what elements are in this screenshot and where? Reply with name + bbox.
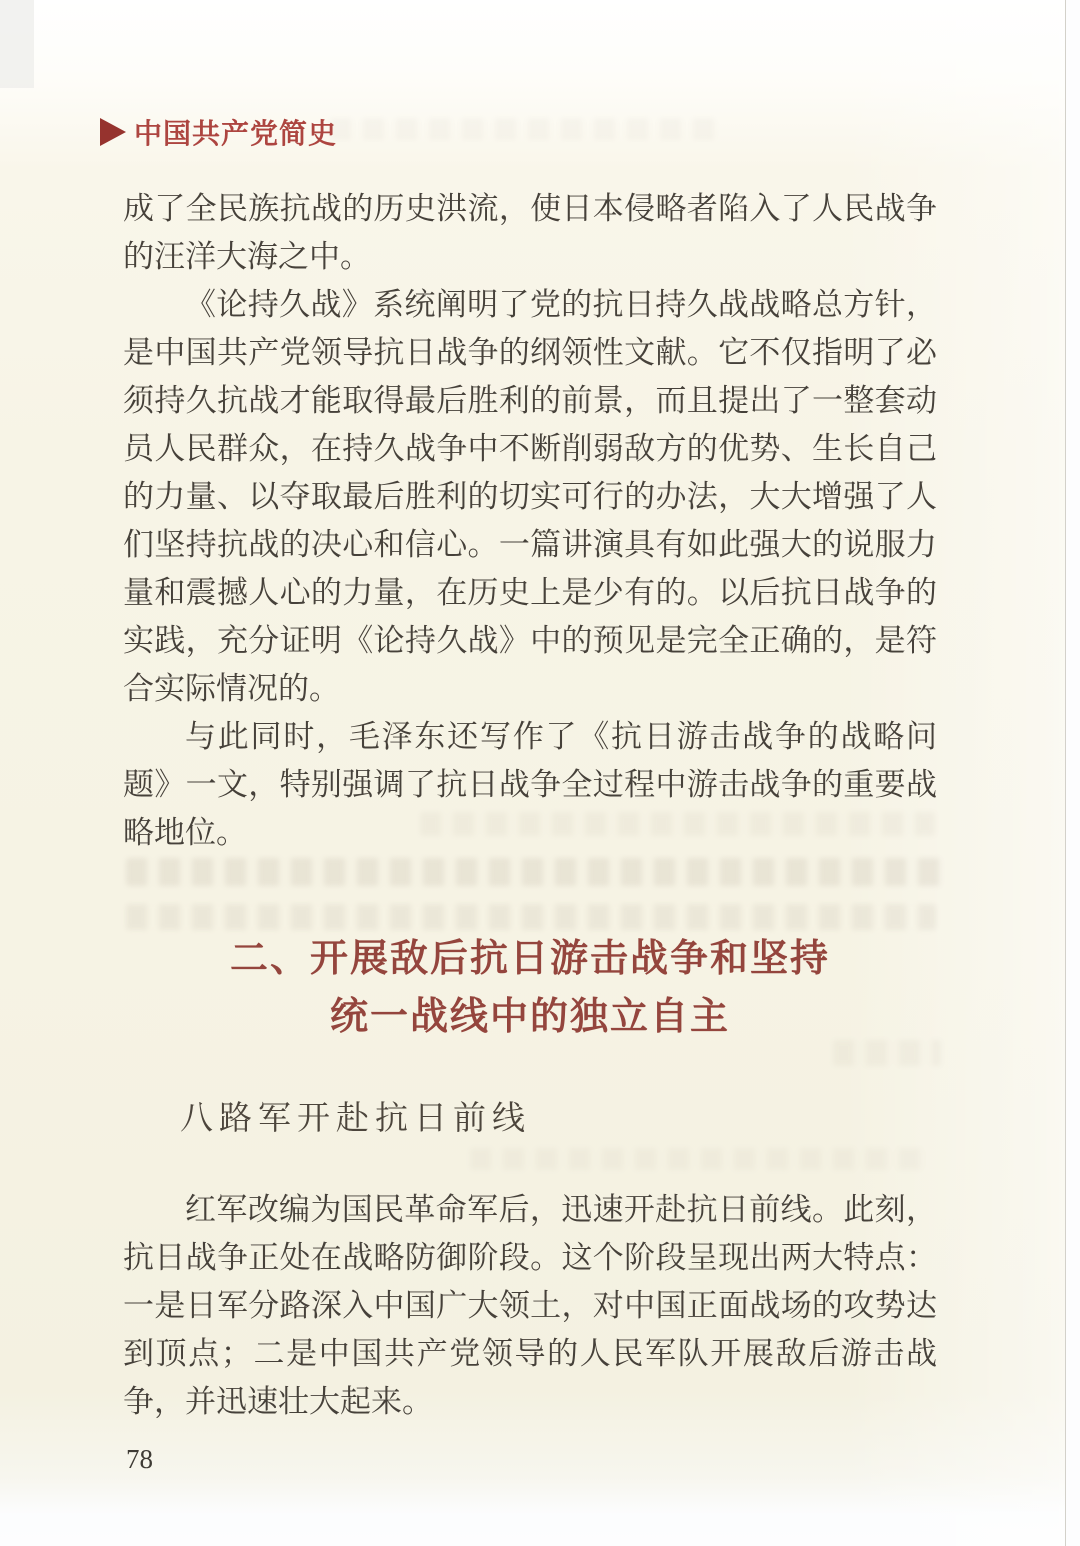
bleed-through-artifact	[126, 858, 944, 886]
right-triangle-icon	[100, 118, 126, 146]
page-edge	[1065, 0, 1080, 1546]
scan-corner-artifact	[0, 0, 34, 88]
body-text-block-2	[123, 1186, 937, 1426]
section-heading-line-1: 二、开展敌后抗日游击战争和坚持	[229, 938, 830, 980]
section-heading-line-2: 统一战线中的独立自主	[329, 996, 730, 1038]
page-number: 78	[126, 1444, 153, 1474]
paragraph: 与此同时，毛泽东还写作了《抗日游击战争的战略问题》一文，特别强调了抗日战争全过程中游击战争的重要战略地位。	[123, 719, 937, 850]
book-title: 中国共产党简史	[134, 118, 338, 149]
paragraph: 《论持久战》系统阐明了党的抗日持久战战略总方针，是中国共产党领导抗日战争的纲领性文献。它不仅指明了必须持久抗战才能取得最后胜利的前景，而且提出了一整套动员人民群众，在持久战争中不断削弱敌方的优势、生长自己的力量、以夺取最后胜利的切实可行的办法，大大增强了人们坚持抗战的决心和信心。一篇讲演具有如此强大的说服力量和震撼人心的力量，在历史上是少有的。以后抗日战争的实践，充分证明《论持久战》中的预见是完全正确的，是符合实际情况的。	[123, 287, 937, 706]
subsection-heading: 八路军开赴抗日前线	[180, 1101, 531, 1137]
section-heading	[123, 930, 937, 1046]
paragraph: 红军改编为国民革命军后，迅速开赴抗日前线。此刻，抗日战争正处在战略防御阶段。这个阶段呈现出两大特点：一是日军分路深入中国广大领土，对中国正面战场的攻势达到顶点；二是中国共产党领导的人民军队开展敌后游击战争，并迅速壮大起来。	[123, 1192, 937, 1419]
bleed-through-artifact	[330, 118, 720, 140]
body-text-block	[123, 185, 937, 857]
running-header	[100, 112, 337, 152]
paragraph: 成了全民族抗战的历史洪流，使日本侵略者陷入了人民战争的汪洋大海之中。	[123, 191, 937, 274]
bleed-through-artifact	[126, 904, 936, 930]
bleed-through-artifact	[470, 1148, 932, 1170]
